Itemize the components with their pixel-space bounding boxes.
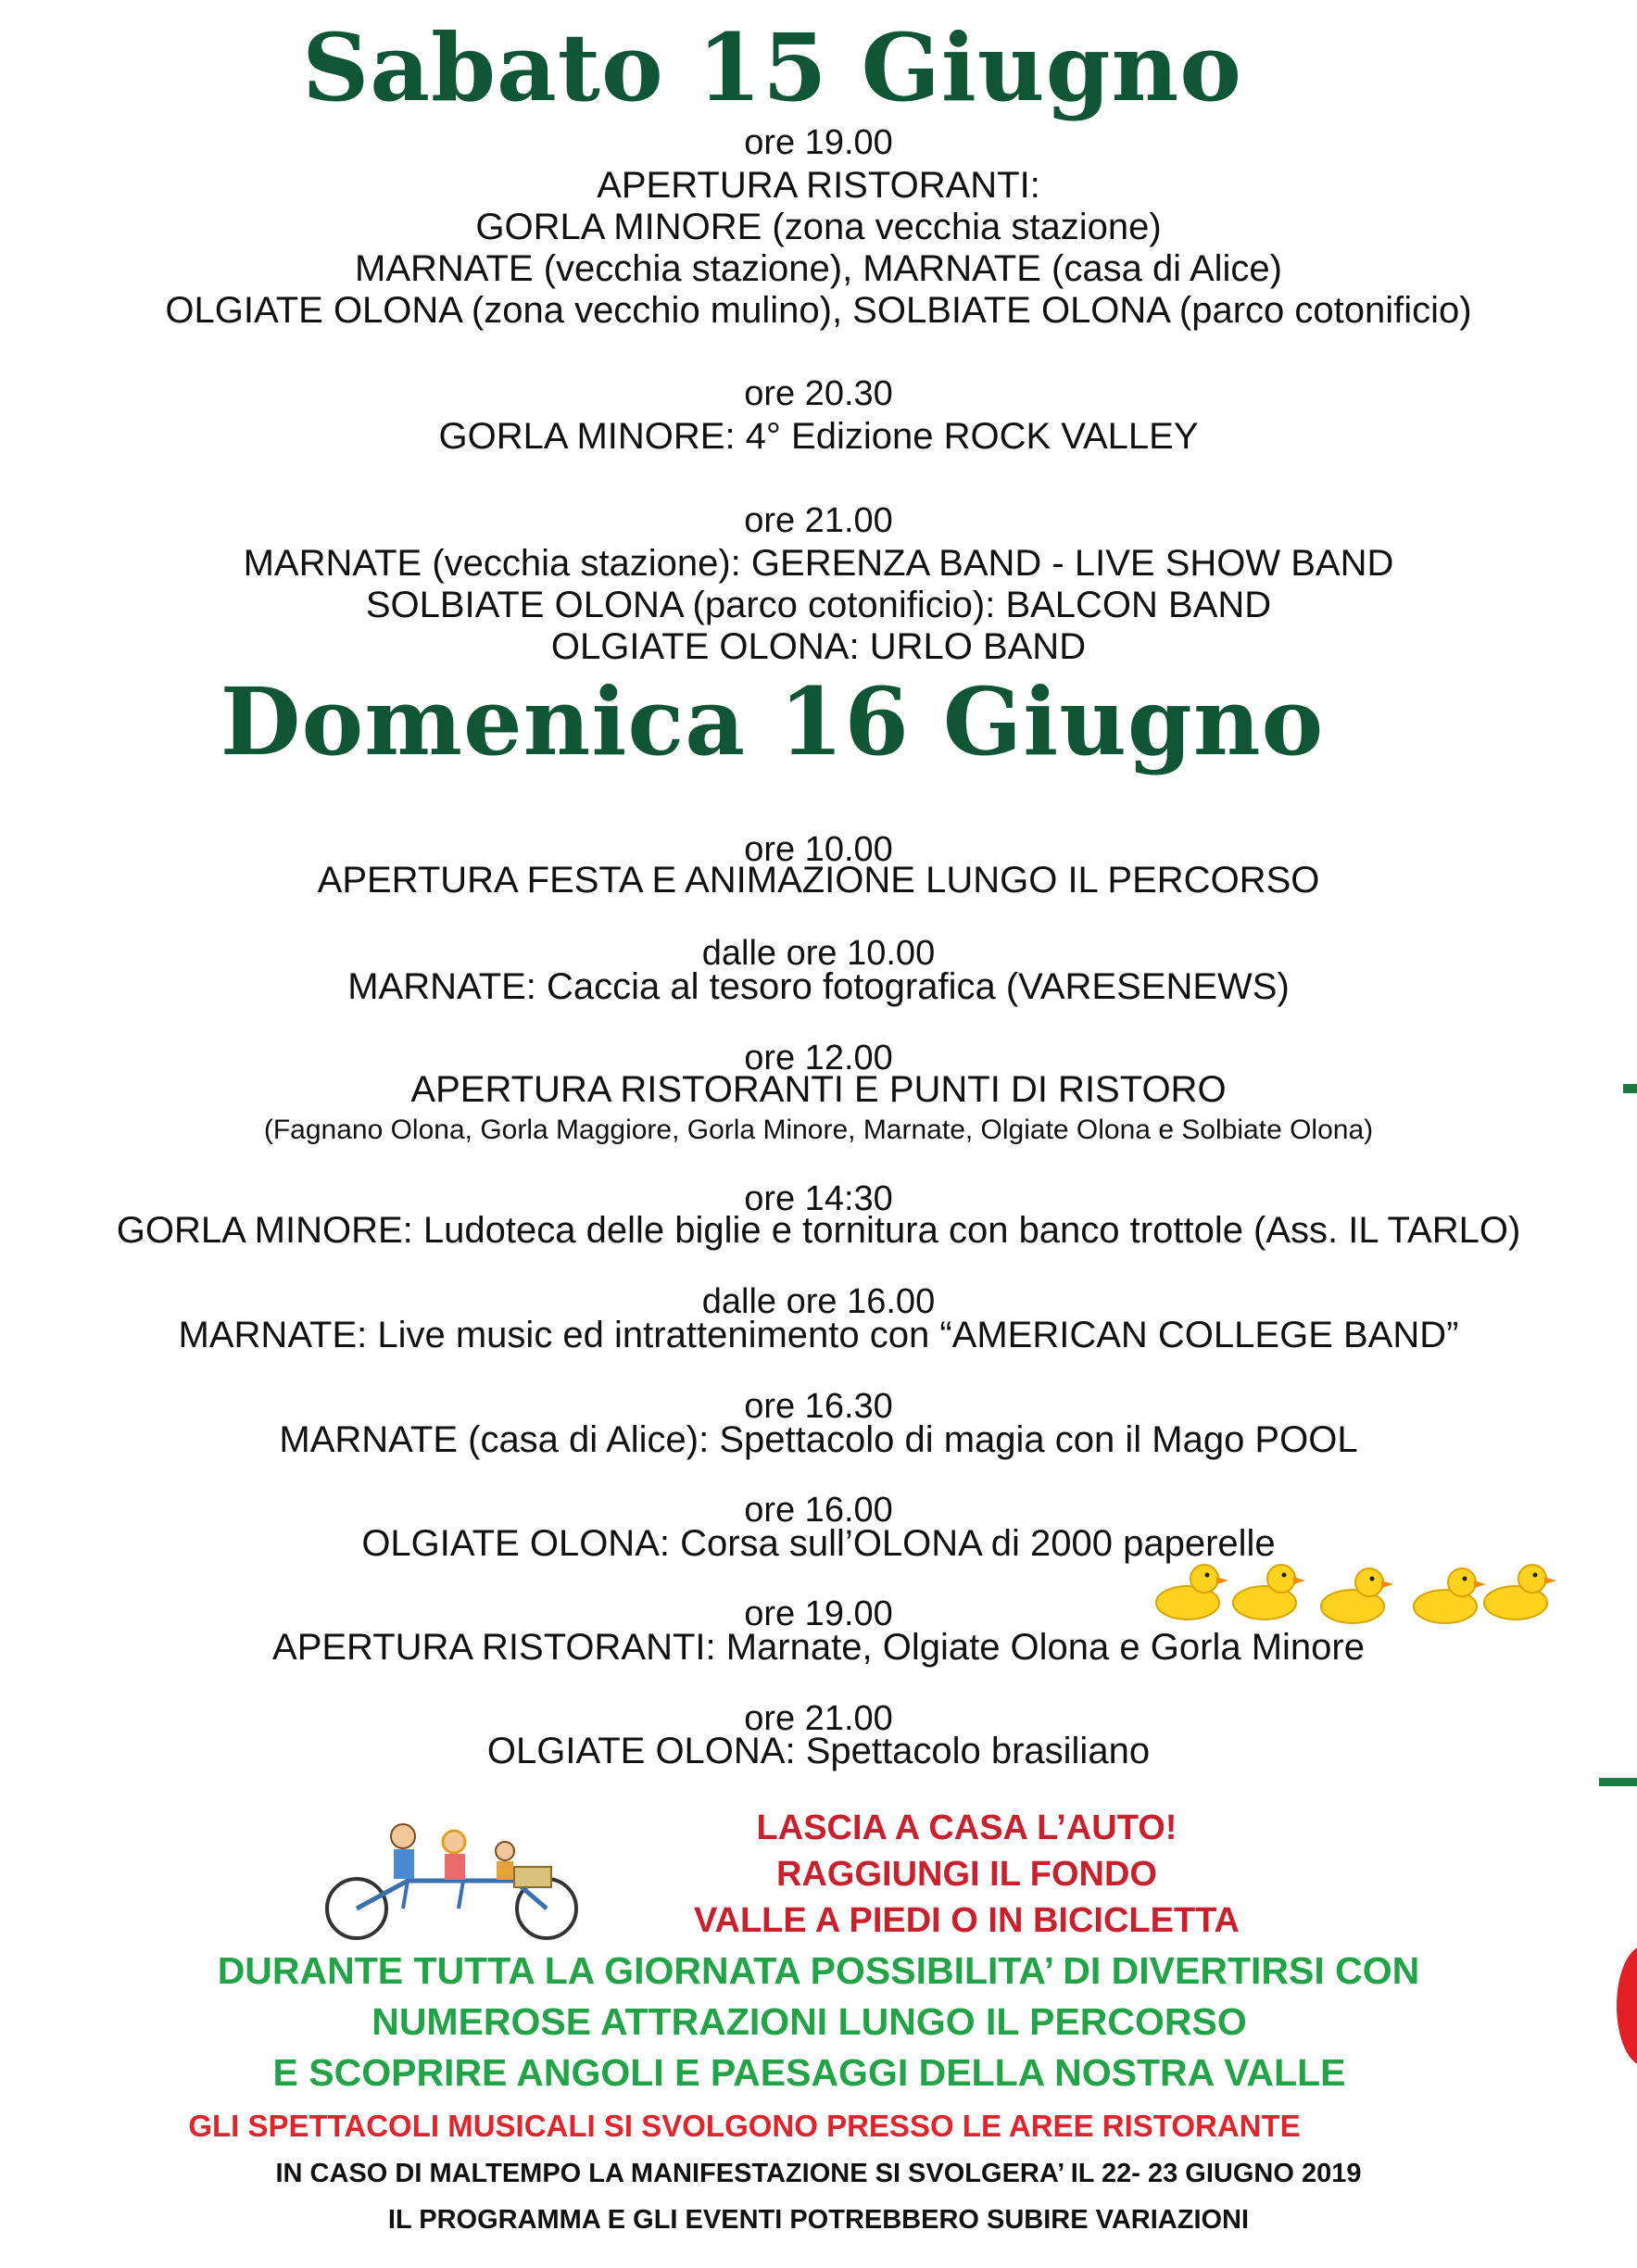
duck-icon [1479, 1556, 1556, 1623]
time-label: ore 20.30 [744, 374, 893, 413]
duck-icon [1151, 1556, 1228, 1623]
duck-icon [1316, 1560, 1393, 1627]
schedule-line: GORLA MINORE (zona vecchia stazione) [475, 207, 1162, 247]
schedule-line: MARNATE (vecchia stazione): GERENZA BAND - LIVE SHOW BAND [243, 543, 1394, 584]
schedule-line: GORLA MINORE: Ludoteca delle biglie e tornitura con banco trottole (Ass. IL TARLO) [116, 1210, 1521, 1251]
schedule-line: APERTURA FESTA E ANIMAZIONE LUNGO IL PERCORSO [317, 860, 1320, 901]
duck-icon [1408, 1560, 1486, 1627]
schedule-line: OLGIATE OLONA (zona vecchio mulino), SOLBIATE OLONA (parco cotonificio) [165, 290, 1472, 331]
schedule-line: GORLA MINORE: 4° Edizione ROCK VALLEY [438, 416, 1199, 457]
edge-decoration [1623, 1084, 1637, 1093]
schedule-line: OLGIATE OLONA: Spettacolo brasiliano [486, 1731, 1151, 1771]
attractions-line: E SCOPRIRE ANGOLI E PAESAGGI DELLA NOSTRA VALLE [272, 2051, 1346, 2094]
schedule-line: MARNATE: Caccia al tesoro fotografica (VARESENEWS) [347, 966, 1290, 1007]
time-label: ore 12.00 [744, 1039, 893, 1077]
sunday-title: Domenica 16 Giugno [220, 667, 1325, 776]
time-label: dalle ore 10.00 [701, 934, 936, 973]
music-note: GLI SPETTACOLI MUSICALI SI SVOLGONO PRESSO LE AREE RISTORANTE [188, 2109, 1301, 2143]
attractions-line: NUMEROSE ATTRAZIONI LUNGO IL PERCORSO [371, 2000, 1247, 2043]
schedule-note: (Fagnano Olona, Gorla Maggiore, Gorla Minore, Marnate, Olgiate Olona e Solbiate Olona) [263, 1115, 1374, 1145]
time-label: ore 19.00 [744, 123, 893, 162]
schedule-line: APERTURA RISTORANTI E PUNTI DI RISTORO [410, 1069, 1227, 1110]
car-free-line: VALLE A PIEDI O IN BICICLETTA [694, 1901, 1240, 1940]
attractions-line: DURANTE TUTTA LA GIORNATA POSSIBILITA’ DI DIVERTIRSI CON [217, 1949, 1420, 1992]
footer-line: IN CASO DI MALTEMPO LA MANIFESTAZIONE SI SVOLGERA’ IL 22- 23 GIUGNO 2019 [275, 2159, 1362, 2188]
schedule-line: OLGIATE OLONA: URLO BAND [550, 626, 1087, 667]
time-label: ore 16.00 [744, 1491, 893, 1530]
schedule-line: MARNATE (vecchia stazione), MARNATE (casa di Alice) [355, 248, 1282, 289]
car-free-line: LASCIA A CASA L’AUTO! [756, 1808, 1177, 1847]
time-label: ore 14:30 [744, 1179, 893, 1218]
schedule-line: OLGIATE OLONA: Corsa sull’OLONA di 2000 paperelle [361, 1523, 1276, 1564]
edge-decoration [1599, 1778, 1637, 1786]
schedule-line: MARNATE (casa di Alice): Spettacolo di magia con il Mago POOL [279, 1419, 1358, 1460]
time-label: ore 21.00 [744, 1699, 893, 1738]
time-label: ore 16.30 [744, 1387, 893, 1426]
car-free-line: RAGGIUNGI IL FONDO [776, 1855, 1157, 1894]
saturday-title: Sabato 15 Giugno [302, 13, 1242, 122]
schedule-line: APERTURA RISTORANTI: [597, 165, 1040, 206]
duck-icon [1228, 1556, 1305, 1623]
schedule-line: MARNATE: Live music ed intrattenimento con “AMERICAN COLLEGE BAND” [178, 1315, 1459, 1355]
footer-line: IL PROGRAMMA E GLI EVENTI POTREBBERO SUBIRE VARIAZIONI [387, 2205, 1250, 2235]
time-label: ore 19.00 [744, 1594, 893, 1633]
time-label: ore 10.00 [744, 830, 893, 869]
time-label: ore 21.00 [744, 501, 893, 540]
schedule-line: APERTURA RISTORANTI: Marnate, Olgiate Olona e Gorla Minore [272, 1627, 1365, 1668]
schedule-line: SOLBIATE OLONA (parco cotonificio): BALCON BAND [365, 585, 1272, 625]
time-label: dalle ore 16.00 [701, 1282, 936, 1321]
